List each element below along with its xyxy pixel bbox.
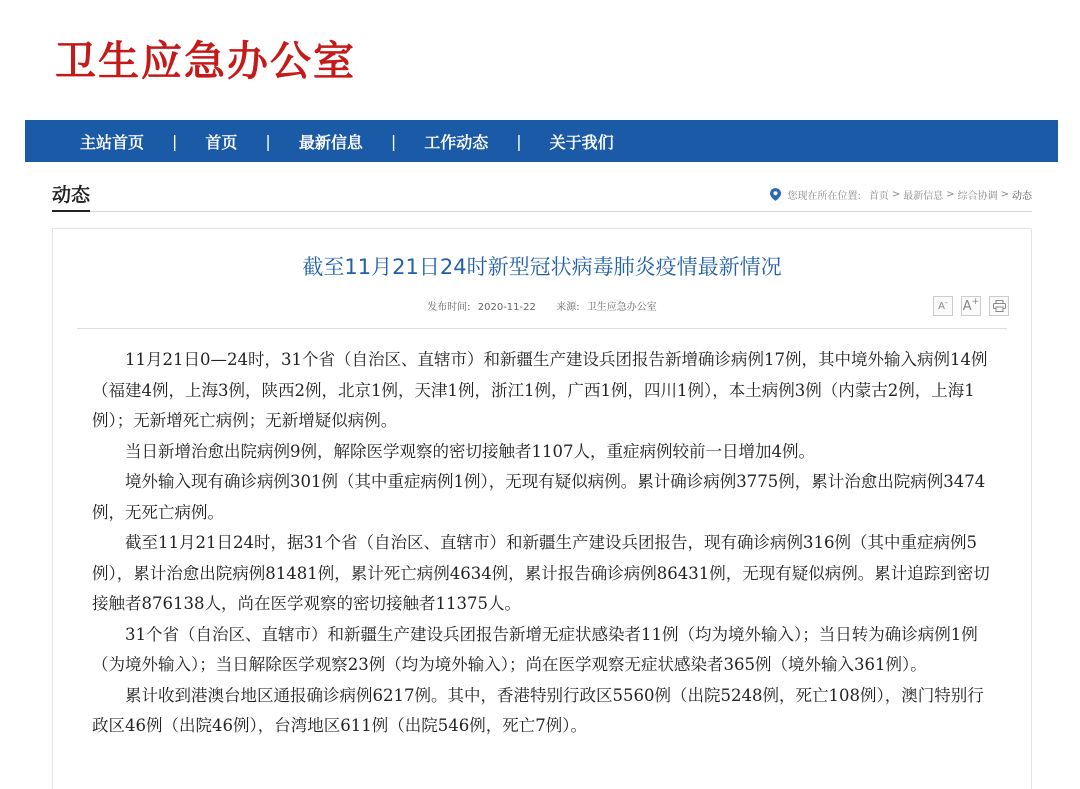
publish-time-value: 2020-11-22 [477,302,536,313]
article-paragraph: 截至11月21日24时，据31个省（自治区、直辖市）和新疆生产建设兵团报告，现有确诊病例316例（其中重症病例5例），累计治愈出院病例81481例，累计死亡病例4634例，累计报告确诊病例86431例，无现有疑似病例。累计追踪到密切接触者876138人，尚在医学观察的密切接触者11375人。 [92,533,990,613]
nav-about-us[interactable]: 关于我们 [549,132,614,152]
article-title: 截至11月21日24时新型冠状病毒肺炎疫情最新情况 [302,255,782,279]
article-container [52,228,1032,789]
breadcrumb-prefix: 您现在所在位置: [787,191,861,202]
breadcrumb-item-home[interactable]: 首页 [868,191,889,202]
article-tools [925,296,1009,316]
source-label: 来源: [556,302,580,313]
font-increase-button[interactable]: A + [961,296,981,316]
article-paragraph: 当日新增治愈出院病例9例，解除医学观察的密切接触者1107人，重症病例较前一日增加4例。 [125,441,815,461]
breadcrumb-separator: > [1000,189,1009,200]
breadcrumb-item-coordination[interactable]: 综合协调 [957,191,998,202]
nav-latest-info[interactable]: 最新信息 [298,132,363,152]
font-small-icon: A [938,300,945,312]
nav-home-main[interactable]: 主站首页 [80,132,145,152]
font-large-icon: A [962,298,972,314]
nav-separator: | [265,131,271,151]
article-paragraph: 31个省（自治区、直辖市）和新疆生产建设兵团报告新增无症状感染者11例（均为境外输入）；当日转为确诊病例1例（为境外输入）；当日解除医学观察23例（均为境外输入）；尚在医学观察无症状感染者365例（境外输入361例）。 [92,624,978,674]
nav-separator: | [172,131,178,151]
breadcrumb-separator: > [946,189,955,200]
nav-separator: | [516,131,522,151]
nav-home[interactable]: 首页 [205,132,238,152]
print-button[interactable] [989,296,1009,316]
section-header [52,183,1032,212]
source-value: 卫生应急办公室 [586,302,657,313]
publish-time-label: 发布时间: [427,302,471,313]
section-title: 动态 [52,183,90,212]
article-meta [53,298,1031,313]
location-pin-icon [770,188,781,201]
article-body [92,345,998,742]
article-paragraph: 11月21日0—24时，31个省（自治区、直辖市）和新疆生产建设兵团报告新增确诊病例17例，其中境外输入病例14例（福建4例，上海3例，陕西2例，北京1例，天津1例，浙江1例，广西1例，四川1例），本土病例3例（内蒙古2例，上海1例）；无新增死亡病例；无新增疑似病例。 [92,350,988,430]
article-paragraph: 境外输入现有确诊病例301例（其中重症病例1例），无现有疑似病例。累计确诊病例3775例，累计治愈出院病例3474例，无死亡病例。 [92,472,986,522]
breadcrumb-item-latest-info[interactable]: 最新信息 [903,191,944,202]
printer-icon [993,300,1006,312]
breadcrumb [770,187,1032,202]
nav-work-news[interactable]: 工作动态 [424,132,489,152]
breadcrumb-item-current: 动态 [1012,191,1032,202]
title-divider [77,328,1007,329]
main-nav [25,120,1058,162]
article-paragraph: 累计收到港澳台地区通报确诊病例6217例。其中，香港特别行政区5560例（出院5248例，死亡108例），澳门特别行政区46例（出院46例），台湾地区611例（出院546例，死亡7例）。 [92,685,984,735]
font-decrease-button[interactable]: A - [933,296,953,316]
site-title: 卫生应急办公室 [55,37,356,85]
breadcrumb-separator: > [891,189,901,200]
nav-separator: | [390,131,397,151]
